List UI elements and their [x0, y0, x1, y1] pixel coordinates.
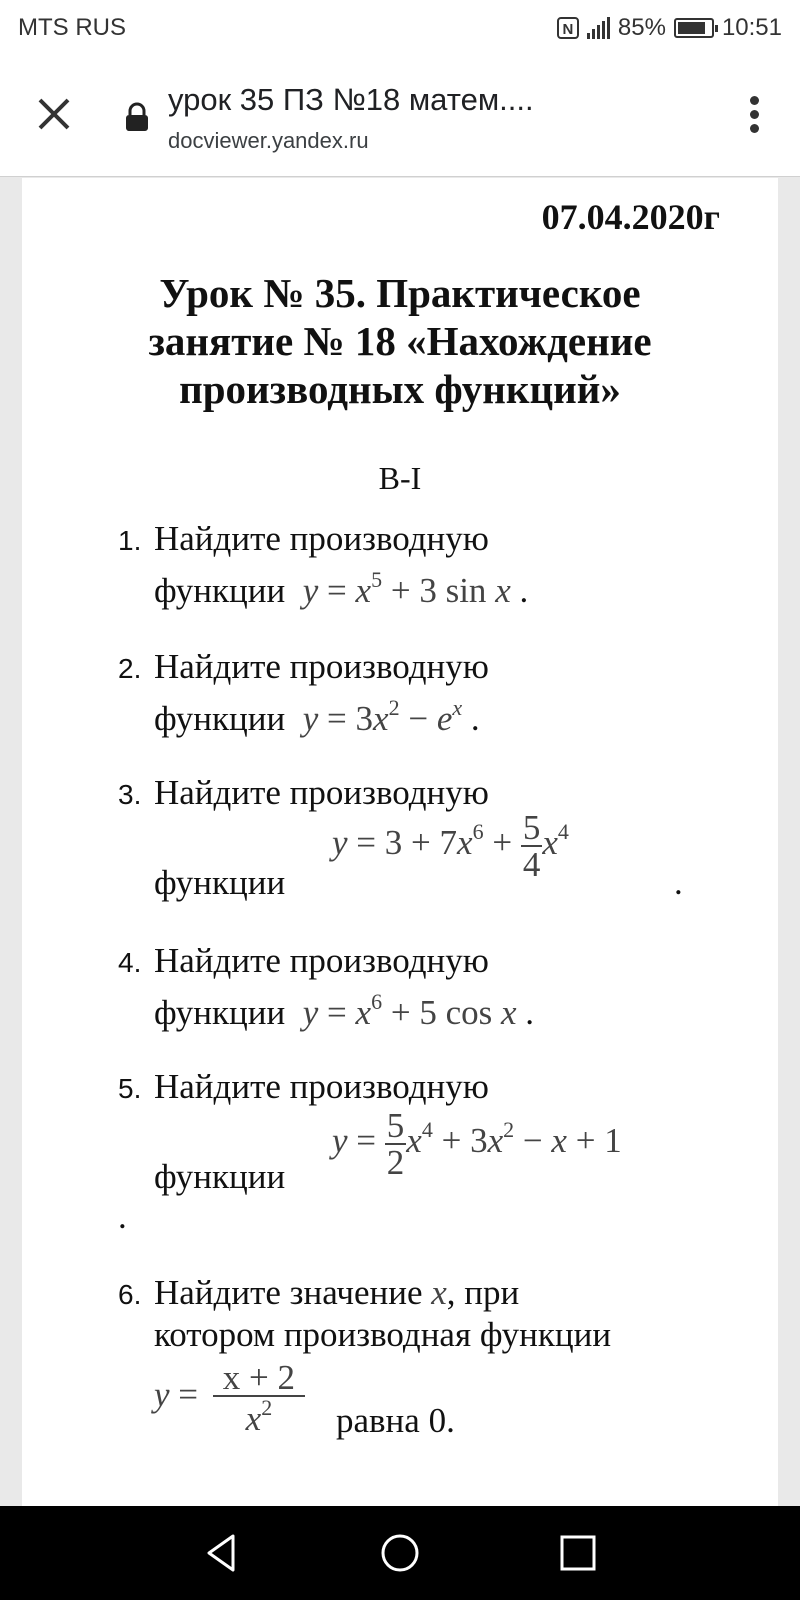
document-page	[22, 178, 778, 1506]
task-text: котором производная функции	[154, 1315, 612, 1354]
task-text: Найдите производную	[154, 647, 489, 686]
signal-icon	[587, 17, 610, 39]
formula-period: .	[674, 863, 683, 902]
more-menu-button[interactable]	[736, 92, 772, 140]
status-indicators	[557, 14, 782, 42]
task-number: 3.	[118, 779, 142, 810]
more-vert-icon	[736, 96, 772, 133]
task-text-line2	[154, 989, 535, 1034]
task-number: 4.	[118, 947, 142, 978]
task-text-line2	[154, 695, 480, 740]
battery-icon	[674, 18, 714, 38]
lock-icon	[124, 102, 150, 132]
clock: 10:51	[721, 14, 782, 41]
nfc-icon: N	[557, 17, 579, 39]
task-number: 6.	[118, 1279, 142, 1310]
heading-line: занятие № 18 «Нахождение	[148, 317, 652, 364]
formula-period: .	[525, 993, 535, 1032]
formula-3: $y = 3 + 7x^6$ + $\frac{5}{4}$ $x^4$	[332, 808, 569, 884]
variable-x: x	[431, 1273, 447, 1312]
page-title[interactable]: урок 35 ПЗ №18 матем....	[168, 82, 534, 117]
task-text: Найдите значение	[154, 1273, 423, 1312]
heading-line: Урок № 35. Практическое	[159, 270, 641, 316]
system-navigation-bar	[0, 1506, 800, 1600]
task-text: функции	[154, 699, 286, 738]
task-text: функции	[154, 993, 286, 1032]
recents-button[interactable]	[553, 1528, 603, 1578]
task-number: 1.	[118, 525, 142, 556]
page-url[interactable]: docviewer.yandex.ru	[168, 128, 369, 153]
battery-fill	[678, 22, 705, 34]
task-text: Найдите производную	[154, 519, 489, 558]
formula-1: $y = x^5 + 3$ sin x	[302, 567, 511, 610]
battery-percent: 85%	[617, 14, 666, 41]
heading-line: производных функций»	[179, 365, 621, 412]
back-button[interactable]	[197, 1528, 247, 1578]
formula-4: $y = x^6 + 5$ cos x	[302, 989, 517, 1032]
recents-square-icon	[553, 1528, 603, 1578]
browser-toolbar	[0, 56, 800, 177]
document-date: 07.04.2020г	[541, 197, 720, 237]
close-icon	[30, 90, 78, 138]
task-text: функции	[154, 571, 286, 610]
variant-label: В-I	[378, 460, 422, 496]
task-text: равна 0.	[336, 1401, 455, 1440]
task-number: 2.	[118, 653, 142, 684]
back-triangle-icon	[197, 1528, 247, 1578]
formula-period: .	[519, 571, 529, 610]
carrier-name: MTS RUS	[18, 14, 126, 41]
home-button[interactable]	[375, 1528, 425, 1578]
task-text: Найдите производную	[154, 941, 489, 980]
task-text: , при	[446, 1273, 520, 1312]
close-button[interactable]	[30, 90, 78, 138]
task-text-line1	[154, 1272, 519, 1314]
formula-6: y = $\frac{x + 2}{x^2}$	[154, 1360, 305, 1436]
task-text-line2	[154, 567, 529, 612]
formula-2: $y = 3x^2 - e^x$	[302, 695, 463, 738]
document-heading	[22, 270, 778, 414]
task-number: 5.	[118, 1073, 142, 1104]
formula-5: y = $\frac{5}{2}$ $x^4 + 3x^2 - x + 1$	[332, 1106, 622, 1182]
task-text: Найдите производную	[154, 773, 489, 812]
task-text: Найдите производную	[154, 1067, 489, 1106]
status-bar	[0, 0, 800, 56]
task-text: функции	[154, 1157, 286, 1196]
home-circle-icon	[375, 1528, 425, 1578]
formula-period: .	[118, 1197, 127, 1236]
formula-period: .	[470, 699, 480, 738]
task-text: функции	[154, 863, 286, 902]
